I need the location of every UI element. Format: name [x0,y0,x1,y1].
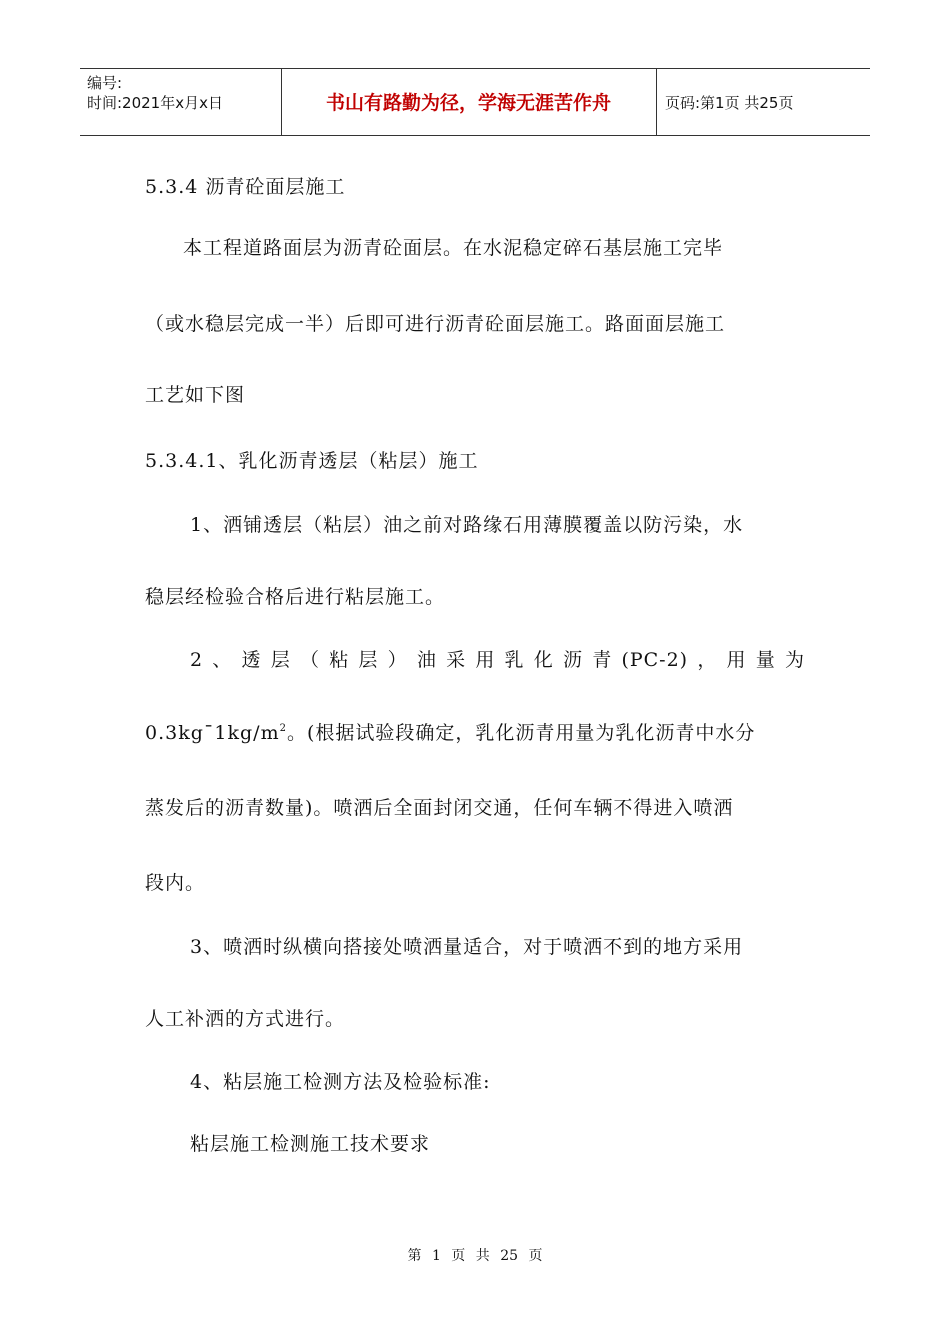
dosage-min: 0.3kg [145,722,204,744]
list-item-line: 人工补洒的方式进行。 [145,1008,346,1030]
sub-heading: 粘层施工检测施工技术要求 [190,1133,431,1155]
document-date-label: 时间:2021年x月x日 [87,94,223,112]
list-item-line: 3、喷洒时纵横向搭接处喷洒量适合，对于喷洒不到的地方采用 [190,936,744,958]
page-footer: 第 1 页 共 25 页 [407,1248,543,1264]
section-heading-5-3-4-1: 5.3.4.1、乳化沥青透层（粘层）施工 [145,450,479,472]
dosage-max: ¯1kg/m [203,722,280,744]
header-motto: 书山有路勤为径，学海无涯苦作舟 [281,69,657,135]
list-item-line [145,720,805,746]
unit-superscript: 2 [279,723,287,734]
document-number-label: 编号: [87,74,123,92]
paragraph-line: 工艺如下图 [145,384,246,406]
list-item-line: 蒸发后的沥青数量)。喷洒后全面封闭交通，任何车辆不得进入喷洒 [145,797,734,819]
paragraph-line: 本工程道路面层为沥青砼面层。在水泥稳定碎石基层施工完毕 [183,237,724,259]
list-item-line: 2、透层（粘层）油采用乳化沥青(PC-2)，用量为 [190,649,805,671]
list-item-line: 4、粘层施工检测方法及检验标准: [190,1071,491,1093]
list-item-line: 稳层经检验合格后进行粘层施工。 [145,586,446,608]
header-meta-cell [80,69,282,135]
header-page-info: 页码:第1页 共25页 [665,94,794,112]
page-header [80,68,870,136]
list-item-line: 段内。 [145,872,206,894]
dosage-note: 。(根据试验段确定，乳化沥青用量为乳化沥青中水分 [286,722,756,744]
list-item-line: 1、洒铺透层（粘层）油之前对路缘石用薄膜覆盖以防污染，水 [190,514,744,536]
section-heading-5-3-4: 5.3.4 沥青砼面层施工 [145,176,346,198]
paragraph-line: （或水稳层完成一半）后即可进行沥青砼面层施工。路面面层施工 [145,313,726,335]
